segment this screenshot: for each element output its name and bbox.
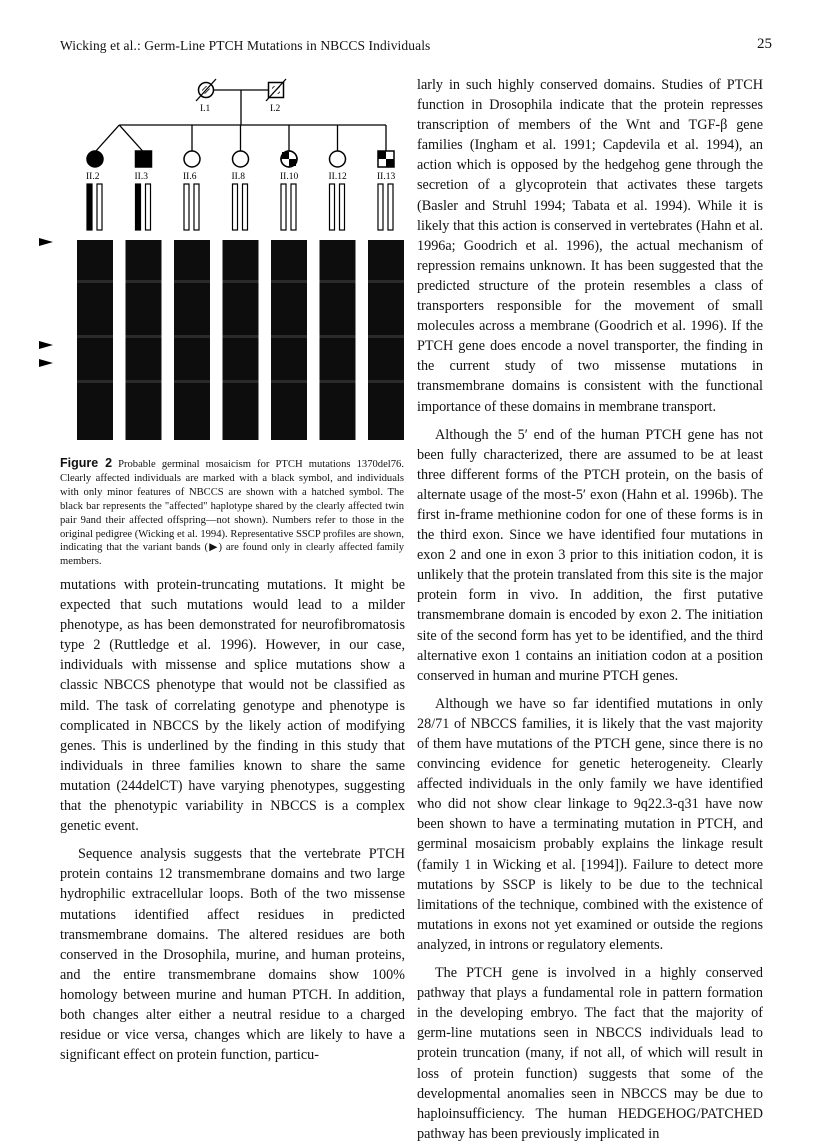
child-symbol <box>87 151 103 167</box>
variant-band-arrow <box>39 341 53 349</box>
individual-label: II.12 <box>328 172 347 182</box>
sscp-band <box>368 280 404 283</box>
sscp-band <box>223 380 259 383</box>
twin-line <box>119 125 143 152</box>
sscp-band <box>320 280 356 283</box>
sscp-gel <box>39 238 404 440</box>
sscp-lane <box>320 240 356 440</box>
sscp-band <box>126 335 162 338</box>
right-text-column <box>417 75 763 1144</box>
page-number: 25 <box>757 36 772 52</box>
figure-caption <box>60 457 404 569</box>
sscp-band <box>271 335 307 338</box>
sscp-band <box>320 335 356 338</box>
haplotype-bar <box>194 184 199 230</box>
figure-label: Figure 2 <box>60 456 113 470</box>
sscp-band <box>174 335 210 338</box>
sscp-band <box>126 380 162 383</box>
sscp-band <box>174 280 210 283</box>
paragraph: The PTCH gene is involved in a highly conserved pathway that plays a fundamental role in pattern formation in the developing embryo. The fact that the majority of germ-line mutations seen in NBCCS individuals lead to protein truncation (many, if not all, of which will result in loss of protein function) suggests that some of the developmental anomalies seen in NBCCS may be due to haploinsufficiency. The human HEDGEHOG/PATCHED pathway has been previously implicated in <box>417 965 763 1142</box>
haplotype-bar <box>136 184 141 230</box>
individual-label: I.2 <box>270 104 281 114</box>
caption-text: Probable germinal mosaicism for PTCH mutations 1370del76. Clearly affected individuals are marked with a black symbol, and individuals with only minor features of NBCCS are shown with a hatched symbol. The black bar represents the "affected" haplotype shared by the clearly affected twin pair 9and their affected offspring—not shown). Numbers refer to those in the original pedigree (Wicking et al. 1994). Representative SSCP profiles are shown, indicating that the variant bands (▶) are found only in clearly affected family members. <box>60 459 404 568</box>
sscp-lane <box>368 240 404 440</box>
haplotype-bar <box>330 184 335 230</box>
variant-band-arrow <box>39 359 53 367</box>
haplotype-bar <box>184 184 189 230</box>
figure-pedigree-sscp <box>36 75 416 445</box>
individual-label: II.10 <box>280 172 299 182</box>
paragraph: larly in such highly conserved domains. Studies of PTCH function in Drosophila indicate that the protein represses transcription of members of the Wnt and TGF-β gene families (Ingham et al. 1991; Capdevila et al. 1994), an action which is opposed by the hedgehog gene through the secretion of a glycoprotein that activates these targets (Basler and Struhl 1994; Tabata et al. 1994). While it is likely that this action is conserved in vertebrates (Hahn et al. 1996a; Goodrich et al. 1996), the actual mechanism of repression remains unknown. It has been suggested that the predicted structure of the protein resembles a class of transporters responsible for the movement of small molecules across a membrane (Goodrich et al. 1996). If the PTCH gene does encode a novel transporter, the finding in the current study of two missense mutations in transmembrane domains is consistent with the functional importance of these domains in membrane transport. <box>417 77 763 415</box>
individual-label: II.3 <box>134 172 148 182</box>
individual-label: I.1 <box>200 104 211 114</box>
sscp-band <box>174 380 210 383</box>
sscp-band <box>271 280 307 283</box>
haplotype-bar <box>87 184 92 230</box>
individual-label: II.13 <box>377 172 396 182</box>
left-text-column <box>60 575 405 1065</box>
paragraph: Although the 5′ end of the human PTCH gene has not been fully characterized, there are assumed to be at least three different forms of the PTCH protein, on the basis of alternate usage of the most-5′ exon (Hahn et al. 1996b). The first in-frame methionine codon for one of these forms is in the third exon. Since we have identified four mutations in exon 2 and one in exon 3 prior to this initiation codon, it is unlikely that the protein translated from this site is the major protein form in vivo. In addition, the first putative transmembrane domain is encoded by exon 2. The initiation site of the second form has yet to be identified, and the third alternative exon 1 contains an initiation codon at a position conserved in human and murine PTCH genes. <box>417 426 763 684</box>
haplotype-bar <box>97 184 102 230</box>
sscp-lane <box>174 240 210 440</box>
paragraph: Sequence analysis suggests that the vertebrate PTCH protein contains 12 transmembrane domains and two large hydrophilic extracellular loops. Both of the two missense mutations identified affect residues in predicted transmembrane domains. The altered residues are both conserved in the Drosophila, murine, and human proteins, and the entire transmembrane domains show 100% homology between murine and human PTCH. In addition, both changes alter either a neutral residue to a charged residue or vice versa, changes which are likely to have a significant effect on protein function, particu- <box>60 846 405 1064</box>
child-symbol <box>233 151 249 167</box>
child-symbol <box>184 151 200 167</box>
sscp-band <box>223 280 259 283</box>
sscp-band <box>320 380 356 383</box>
running-head: Wicking et al.: Germ-Line PTCH Mutations in NBCCS Individuals <box>60 38 431 53</box>
sscp-lane <box>223 240 259 440</box>
paragraph: Although we have so far identified mutations in only 28/71 of NBCCS families, it is likely that the vast majority of them have mutations of the PTCH gene, since there is no convincing evidence for genetic heterogeneity. Clearly affected individuals in the only family we have identified who did not show clear linkage to 9q22.3-q31 have now been shown to have a terminating mutation in PTCH, and germinal mosaicism probably explains the linkage result (family 1 in Wicking et al. [1994]). Failure to detect more mutations by SSCP is likely to be due to the technical limitations of the technique, combined with the existence of mutations in exons not yet examined or outside the regions analyzed, in introns or regulatory elements. <box>417 695 763 953</box>
child-symbol <box>330 151 346 167</box>
child-symbol <box>136 151 152 167</box>
haplotype-bar <box>233 184 238 230</box>
minor-quadrant <box>386 159 394 167</box>
paragraph: mutations with protein-truncating mutations. It might be expected that such mutations would lead to a milder phenotype, as has been demonstrated for neurofibromatosis type 2 (Ruttledge et al. 1996). However, in our case, individuals with missense and splice mutations show a classic NBCCS phenotype that would not be classified as mild. The task of correlating genotype and phenotype is complicated in NBCCS by the likely action of modifying genes. This is underlined by the finding in this study that individuals in three families known to share the same mutation (244delCT) have varying phenotypes, suggesting that the phenotypic variability in NBCCS is a complex genetic event. <box>60 577 405 835</box>
sscp-band <box>126 280 162 283</box>
pedigree-svg <box>36 75 416 445</box>
sscp-band <box>368 335 404 338</box>
pedigree-chart <box>86 79 395 230</box>
sscp-lane <box>271 240 307 440</box>
haplotype-bar <box>291 184 296 230</box>
sscp-band <box>77 280 113 283</box>
haplotype-bar <box>281 184 286 230</box>
variant-band-arrow <box>39 238 53 246</box>
minor-quadrant <box>378 151 386 159</box>
sscp-band <box>223 335 259 338</box>
individual-label: II.2 <box>86 172 100 182</box>
twin-line <box>95 125 119 152</box>
haplotype-bar <box>340 184 345 230</box>
sscp-lane <box>77 240 113 440</box>
sscp-lane <box>126 240 162 440</box>
sscp-band <box>368 380 404 383</box>
individual-label: II.6 <box>183 172 197 182</box>
sscp-band <box>77 335 113 338</box>
sscp-band <box>271 380 307 383</box>
haplotype-bar <box>243 184 248 230</box>
individual-label: II.8 <box>231 172 245 182</box>
haplotype-bar <box>146 184 151 230</box>
haplotype-bar <box>388 184 393 230</box>
haplotype-bar <box>378 184 383 230</box>
sscp-band <box>77 380 113 383</box>
